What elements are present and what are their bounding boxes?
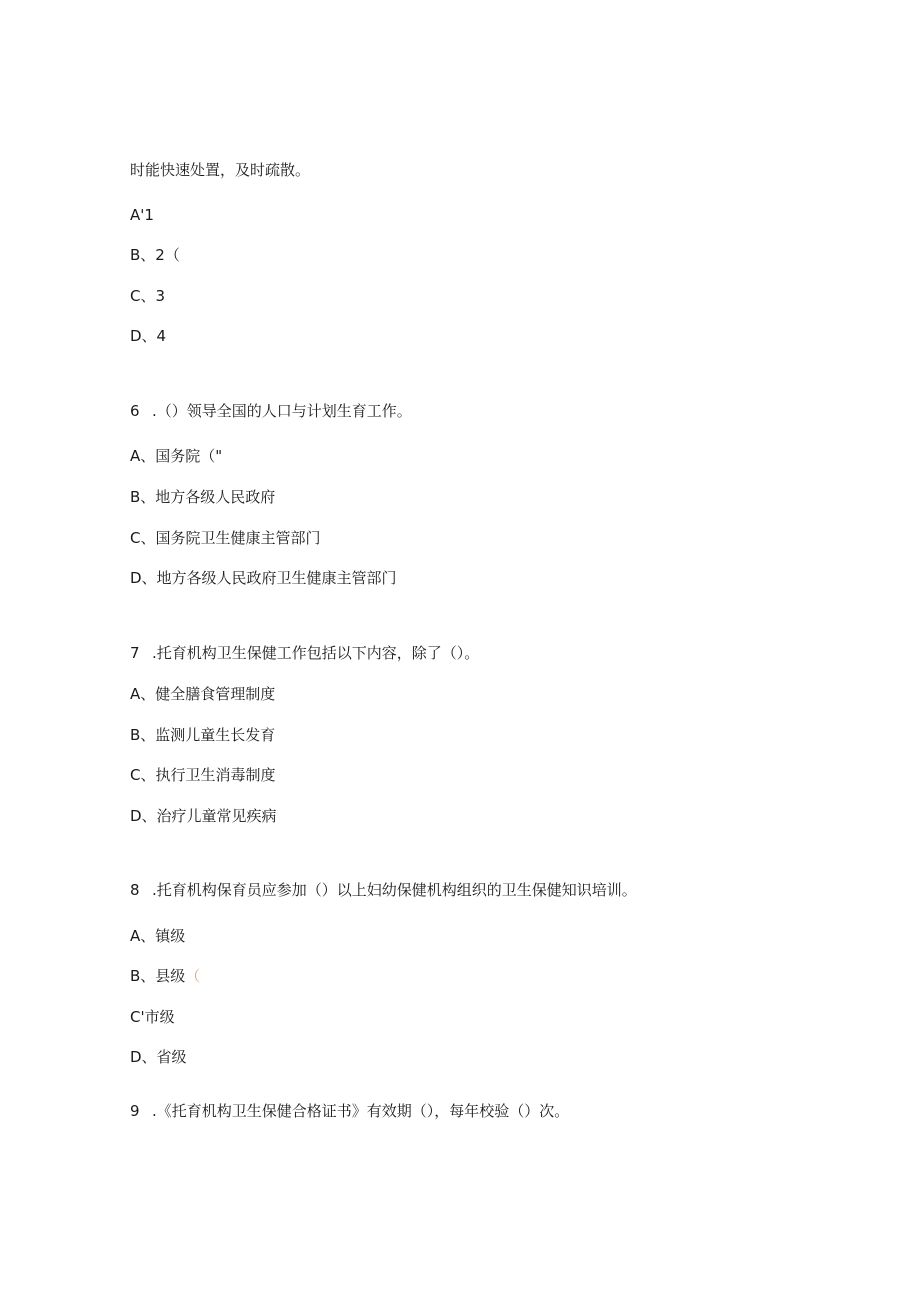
question-6-stem <box>130 401 412 421</box>
question-6-text: .（）领导全国的人口与计划生育工作。 <box>152 402 412 420</box>
question-7-text: .托育机构卫生保健工作包括以下内容，除了（）。 <box>152 644 480 662</box>
question-7-option-b: B、监测儿童生长发育 <box>130 726 276 744</box>
question-6-number: 6 <box>130 402 140 420</box>
question-6-option-b: B、地方各级人民政府 <box>130 488 276 506</box>
question-5-continuation: 时能快速处置，及时疏散。 <box>130 161 311 179</box>
question-6-option-c: C、国务院卫生健康主管部门 <box>130 529 321 547</box>
question-5-option-c: C、3 <box>130 287 166 305</box>
question-7-option-a: A、健全膳食管理制度 <box>130 685 276 703</box>
question-9-number: 9 <box>130 1102 140 1120</box>
question-7-number: 7 <box>130 644 140 662</box>
question-8-option-b <box>130 966 200 986</box>
question-8-option-b-mark: （ <box>185 967 201 985</box>
question-8-option-d: D、省级 <box>130 1048 187 1066</box>
question-5-option-d: D、4 <box>130 327 167 345</box>
question-8-number: 8 <box>130 881 140 899</box>
question-8-option-c: C'市级 <box>130 1008 175 1026</box>
question-8-stem <box>130 880 637 900</box>
question-5-option-a: A'1 <box>130 206 154 224</box>
question-6-option-a: A、国务院（" <box>130 447 223 465</box>
question-6-option-d: D、地方各级人民政府卫生健康主管部门 <box>130 569 397 587</box>
question-8-option-a: A、镇级 <box>130 927 186 945</box>
question-8-option-b-text: B、县级 <box>130 967 186 985</box>
question-7-option-d: D、治疗儿童常见疾病 <box>130 807 277 825</box>
question-7-stem <box>130 643 479 663</box>
question-9-text: .《托育机构卫生保健合格证书》有效期（），每年校验（）次。 <box>152 1102 570 1120</box>
question-9-stem <box>130 1101 569 1121</box>
question-5-option-b: B、2（ <box>130 246 180 264</box>
question-7-option-c: C、执行卫生消毒制度 <box>130 766 276 784</box>
question-8-text: .托育机构保育员应参加（）以上妇幼保健机构组织的卫生保健知识培训。 <box>152 881 637 899</box>
